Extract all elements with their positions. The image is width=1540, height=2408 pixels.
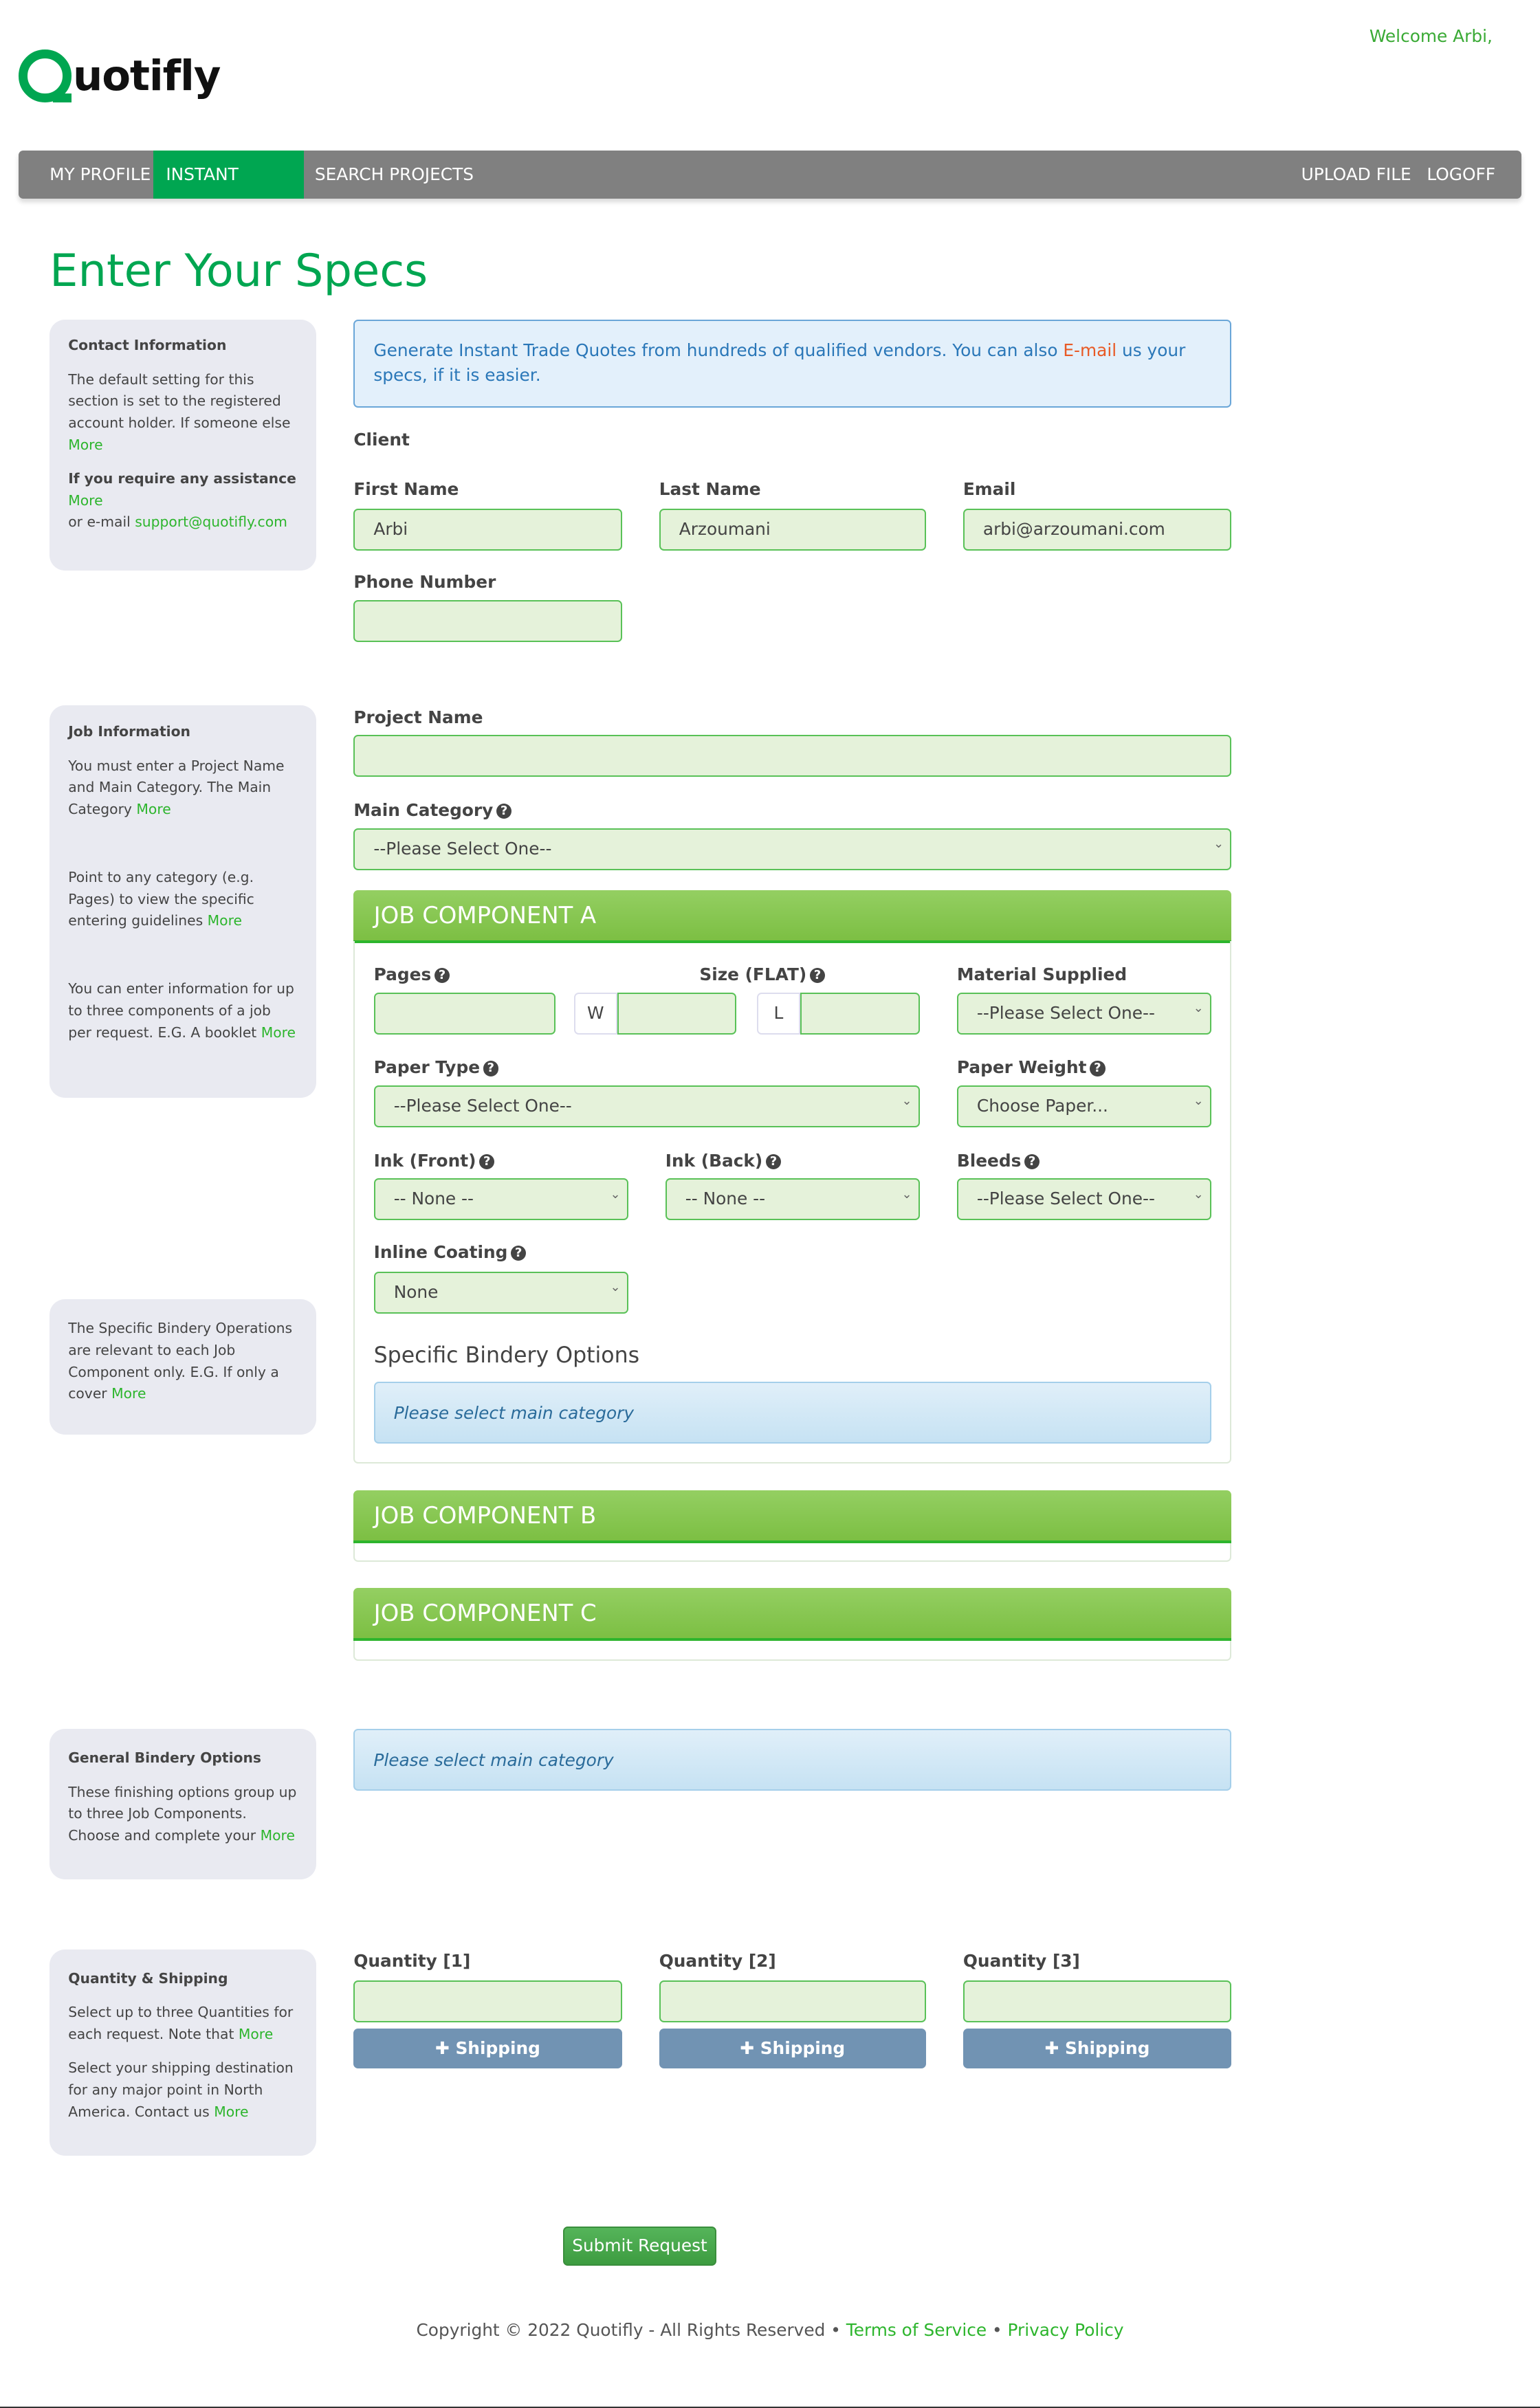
help-icon[interactable]: ? xyxy=(483,1061,499,1076)
label-text: Main Category xyxy=(353,799,494,820)
nav-logoff[interactable]: LOGOFF xyxy=(1427,164,1496,184)
coating-label xyxy=(374,1242,527,1262)
logo-q-icon xyxy=(19,49,72,102)
paper-weight-label xyxy=(957,1057,1106,1077)
label-text: Paper Type xyxy=(373,1057,481,1078)
project-name-input[interactable] xyxy=(353,735,1231,777)
pages-label xyxy=(374,964,450,984)
width-addon: W xyxy=(574,993,617,1035)
help-icon[interactable]: ? xyxy=(1090,1061,1106,1076)
ink-back-label xyxy=(666,1151,782,1171)
quantity-2-input[interactable] xyxy=(659,1980,926,2022)
support-email-link[interactable]: support@quotifly.com xyxy=(135,513,287,531)
terms-link[interactable]: Terms of Service xyxy=(846,2319,987,2340)
sidebar-general-bindery xyxy=(50,1729,316,1879)
specific-bindery-heading: Specific Bindery Options xyxy=(373,1343,640,1368)
quantity-1-label: Quantity [1] xyxy=(353,1950,471,1971)
separator: • xyxy=(987,2319,1008,2340)
help-icon[interactable]: ? xyxy=(766,1154,782,1170)
label-text: Bleeds xyxy=(956,1150,1022,1171)
help-icon[interactable]: ? xyxy=(496,804,512,819)
sidebar-text: Select your shipping destination for any major point in North America. Contact us xyxy=(68,2059,294,2120)
sidebar-quantity-shipping xyxy=(50,1949,316,2156)
bleeds-select[interactable]: --Please Select One-- ⌄ xyxy=(957,1178,1211,1220)
ink-back-select[interactable]: -- None -- ⌄ xyxy=(666,1178,920,1220)
email-label: Email xyxy=(962,479,1016,500)
coating-select[interactable]: None ⌄ xyxy=(374,1272,628,1314)
email-link[interactable]: E-mail xyxy=(1063,340,1117,360)
specific-bindery-message: Please select main category xyxy=(374,1382,1211,1444)
ink-front-label xyxy=(374,1151,495,1171)
sidebar-text: You must enter a Project Name and Main Category. The Main Category xyxy=(68,757,285,817)
first-name-label: First Name xyxy=(353,479,459,500)
main-category-label xyxy=(353,800,512,820)
footer xyxy=(0,2320,1540,2340)
help-icon[interactable]: ? xyxy=(479,1154,495,1170)
general-bindery-message: Please select main category xyxy=(353,1729,1231,1791)
privacy-link[interactable]: Privacy Policy xyxy=(1007,2319,1124,2340)
phone-input[interactable] xyxy=(353,600,622,642)
copyright-text: Copyright © 2022 Quotifly - All Rights Reserved xyxy=(416,2319,826,2340)
quantity-3-input[interactable] xyxy=(963,1980,1231,2022)
project-name-label: Project Name xyxy=(353,707,483,727)
info-text: us your specs, if it is easier. xyxy=(373,340,1186,385)
sidebar-text: If you require any assistance xyxy=(68,470,296,487)
job-component-a-header[interactable]: JOB COMPONENT A xyxy=(353,890,1231,943)
nav-my-profile[interactable]: MY PROFILE xyxy=(50,164,151,184)
sidebar-text: The default setting for this section is set to the registered account holder. If someone else xyxy=(68,371,291,431)
quantity-3-label: Quantity [3] xyxy=(962,1950,1080,1971)
email-input[interactable]: arbi@arzoumani.com xyxy=(963,509,1231,551)
help-icon[interactable]: ? xyxy=(1024,1154,1040,1170)
sidebar-text: These finishing options group up to three Job Components. Choose and complete your xyxy=(68,1783,297,1844)
last-name-label: Last Name xyxy=(659,479,761,500)
welcome-text: Welcome Arbi, xyxy=(1369,26,1493,47)
ink-front-select[interactable]: -- None -- ⌄ xyxy=(374,1178,628,1220)
help-icon[interactable]: ? xyxy=(511,1246,527,1261)
sidebar-bindery xyxy=(50,1299,316,1434)
sidebar-text: The Specific Bindery Operations are relevant to each Job Component only. E.G. If only a cover xyxy=(68,1320,293,1402)
label-text: Pages xyxy=(373,964,432,985)
plus-icon: ✚ xyxy=(435,2037,456,2058)
label-text: Size (FLAT) xyxy=(699,964,807,985)
shipping-2-button[interactable] xyxy=(659,2029,926,2069)
main-category-select[interactable]: --Please Select One-- ⌄ xyxy=(353,828,1231,870)
more-link[interactable]: More xyxy=(68,491,103,509)
first-name-input[interactable]: Arbi xyxy=(353,509,622,551)
sidebar-heading: Job Information xyxy=(68,722,191,740)
job-component-c-header[interactable]: JOB COMPONENT C xyxy=(353,1588,1231,1641)
more-link[interactable]: More xyxy=(136,800,171,817)
sidebar-contact xyxy=(50,320,316,571)
button-label: Shipping xyxy=(455,2037,540,2058)
sidebar-text: or e-mail xyxy=(68,513,131,531)
label-text: Ink (Front) xyxy=(373,1150,476,1171)
job-component-b-header[interactable]: JOB COMPONENT B xyxy=(353,1490,1231,1543)
paper-type-select[interactable]: --Please Select One-- ⌄ xyxy=(374,1085,920,1127)
sidebar-text: Select up to three Quantities for each request. Note that xyxy=(68,2004,294,2042)
more-link[interactable]: More xyxy=(68,436,103,453)
label-text: Inline Coating xyxy=(373,1241,508,1262)
width-input[interactable] xyxy=(617,993,737,1035)
separator: • xyxy=(825,2319,846,2340)
more-link[interactable]: More xyxy=(260,1827,295,1844)
nav-search-projects[interactable]: SEARCH PROJECTS xyxy=(314,164,474,184)
help-icon[interactable]: ? xyxy=(434,968,450,984)
more-link[interactable]: More xyxy=(214,2103,249,2120)
main-nav xyxy=(19,151,1521,232)
material-select[interactable]: --Please Select One-- ⌄ xyxy=(957,993,1211,1035)
sidebar-heading: General Bindery Options xyxy=(68,1749,262,1767)
plus-icon: ✚ xyxy=(740,2037,760,2058)
length-addon: L xyxy=(757,993,800,1035)
button-label: Shipping xyxy=(760,2037,846,2058)
pages-input[interactable] xyxy=(374,993,556,1035)
sidebar-heading: Contact Information xyxy=(68,337,227,354)
length-input[interactable] xyxy=(800,993,920,1035)
label-text: Paper Weight xyxy=(956,1057,1087,1078)
info-text: Generate Instant Trade Quotes from hundreds of qualified vendors. You can also xyxy=(373,340,1064,360)
phone-label: Phone Number xyxy=(353,572,496,593)
submit-request-button[interactable]: Submit Request xyxy=(563,2227,716,2265)
more-link[interactable]: More xyxy=(261,1024,296,1041)
shipping-3-button[interactable] xyxy=(963,2029,1231,2069)
sidebar-job xyxy=(50,705,316,1098)
shipping-1-button[interactable] xyxy=(353,2029,622,2069)
nav-upload-file[interactable]: UPLOAD FILE xyxy=(1301,164,1411,184)
logo[interactable] xyxy=(19,47,220,106)
button-label: Shipping xyxy=(1064,2037,1150,2058)
sidebar-text: You can enter information for up to three components of a job per request. E.G. A booklet xyxy=(68,980,294,1041)
info-banner xyxy=(353,320,1231,408)
size-label xyxy=(699,964,825,984)
sidebar-heading: Quantity & Shipping xyxy=(68,1969,228,1987)
sidebar-text: Point to any category (e.g. Pages) to view the specific entering guidelines xyxy=(68,868,254,929)
last-name-input[interactable]: Arzoumani xyxy=(659,509,926,551)
logo-text: uotifly xyxy=(73,52,221,101)
more-link[interactable]: More xyxy=(111,1385,146,1402)
paper-weight-select[interactable]: Choose Paper... ⌄ xyxy=(957,1085,1211,1127)
quantity-1-input[interactable] xyxy=(353,1980,622,2022)
nav-instant-quote[interactable]: INSTANT QUOTE xyxy=(153,151,304,199)
bleeds-label xyxy=(957,1151,1040,1171)
client-heading: Client xyxy=(353,429,410,450)
page-title: Enter Your Specs xyxy=(50,245,428,298)
quantity-2-label: Quantity [2] xyxy=(659,1950,776,1971)
paper-type-label xyxy=(374,1057,498,1077)
label-text: Ink (Back) xyxy=(665,1150,763,1171)
plus-icon: ✚ xyxy=(1044,2037,1065,2058)
more-link[interactable]: More xyxy=(238,2025,274,2042)
job-component-c-panel xyxy=(353,1641,1231,1661)
more-link[interactable]: More xyxy=(207,912,242,929)
job-component-b-panel xyxy=(353,1543,1231,1562)
material-label: Material Supplied xyxy=(956,964,1128,985)
help-icon[interactable]: ? xyxy=(810,968,826,984)
